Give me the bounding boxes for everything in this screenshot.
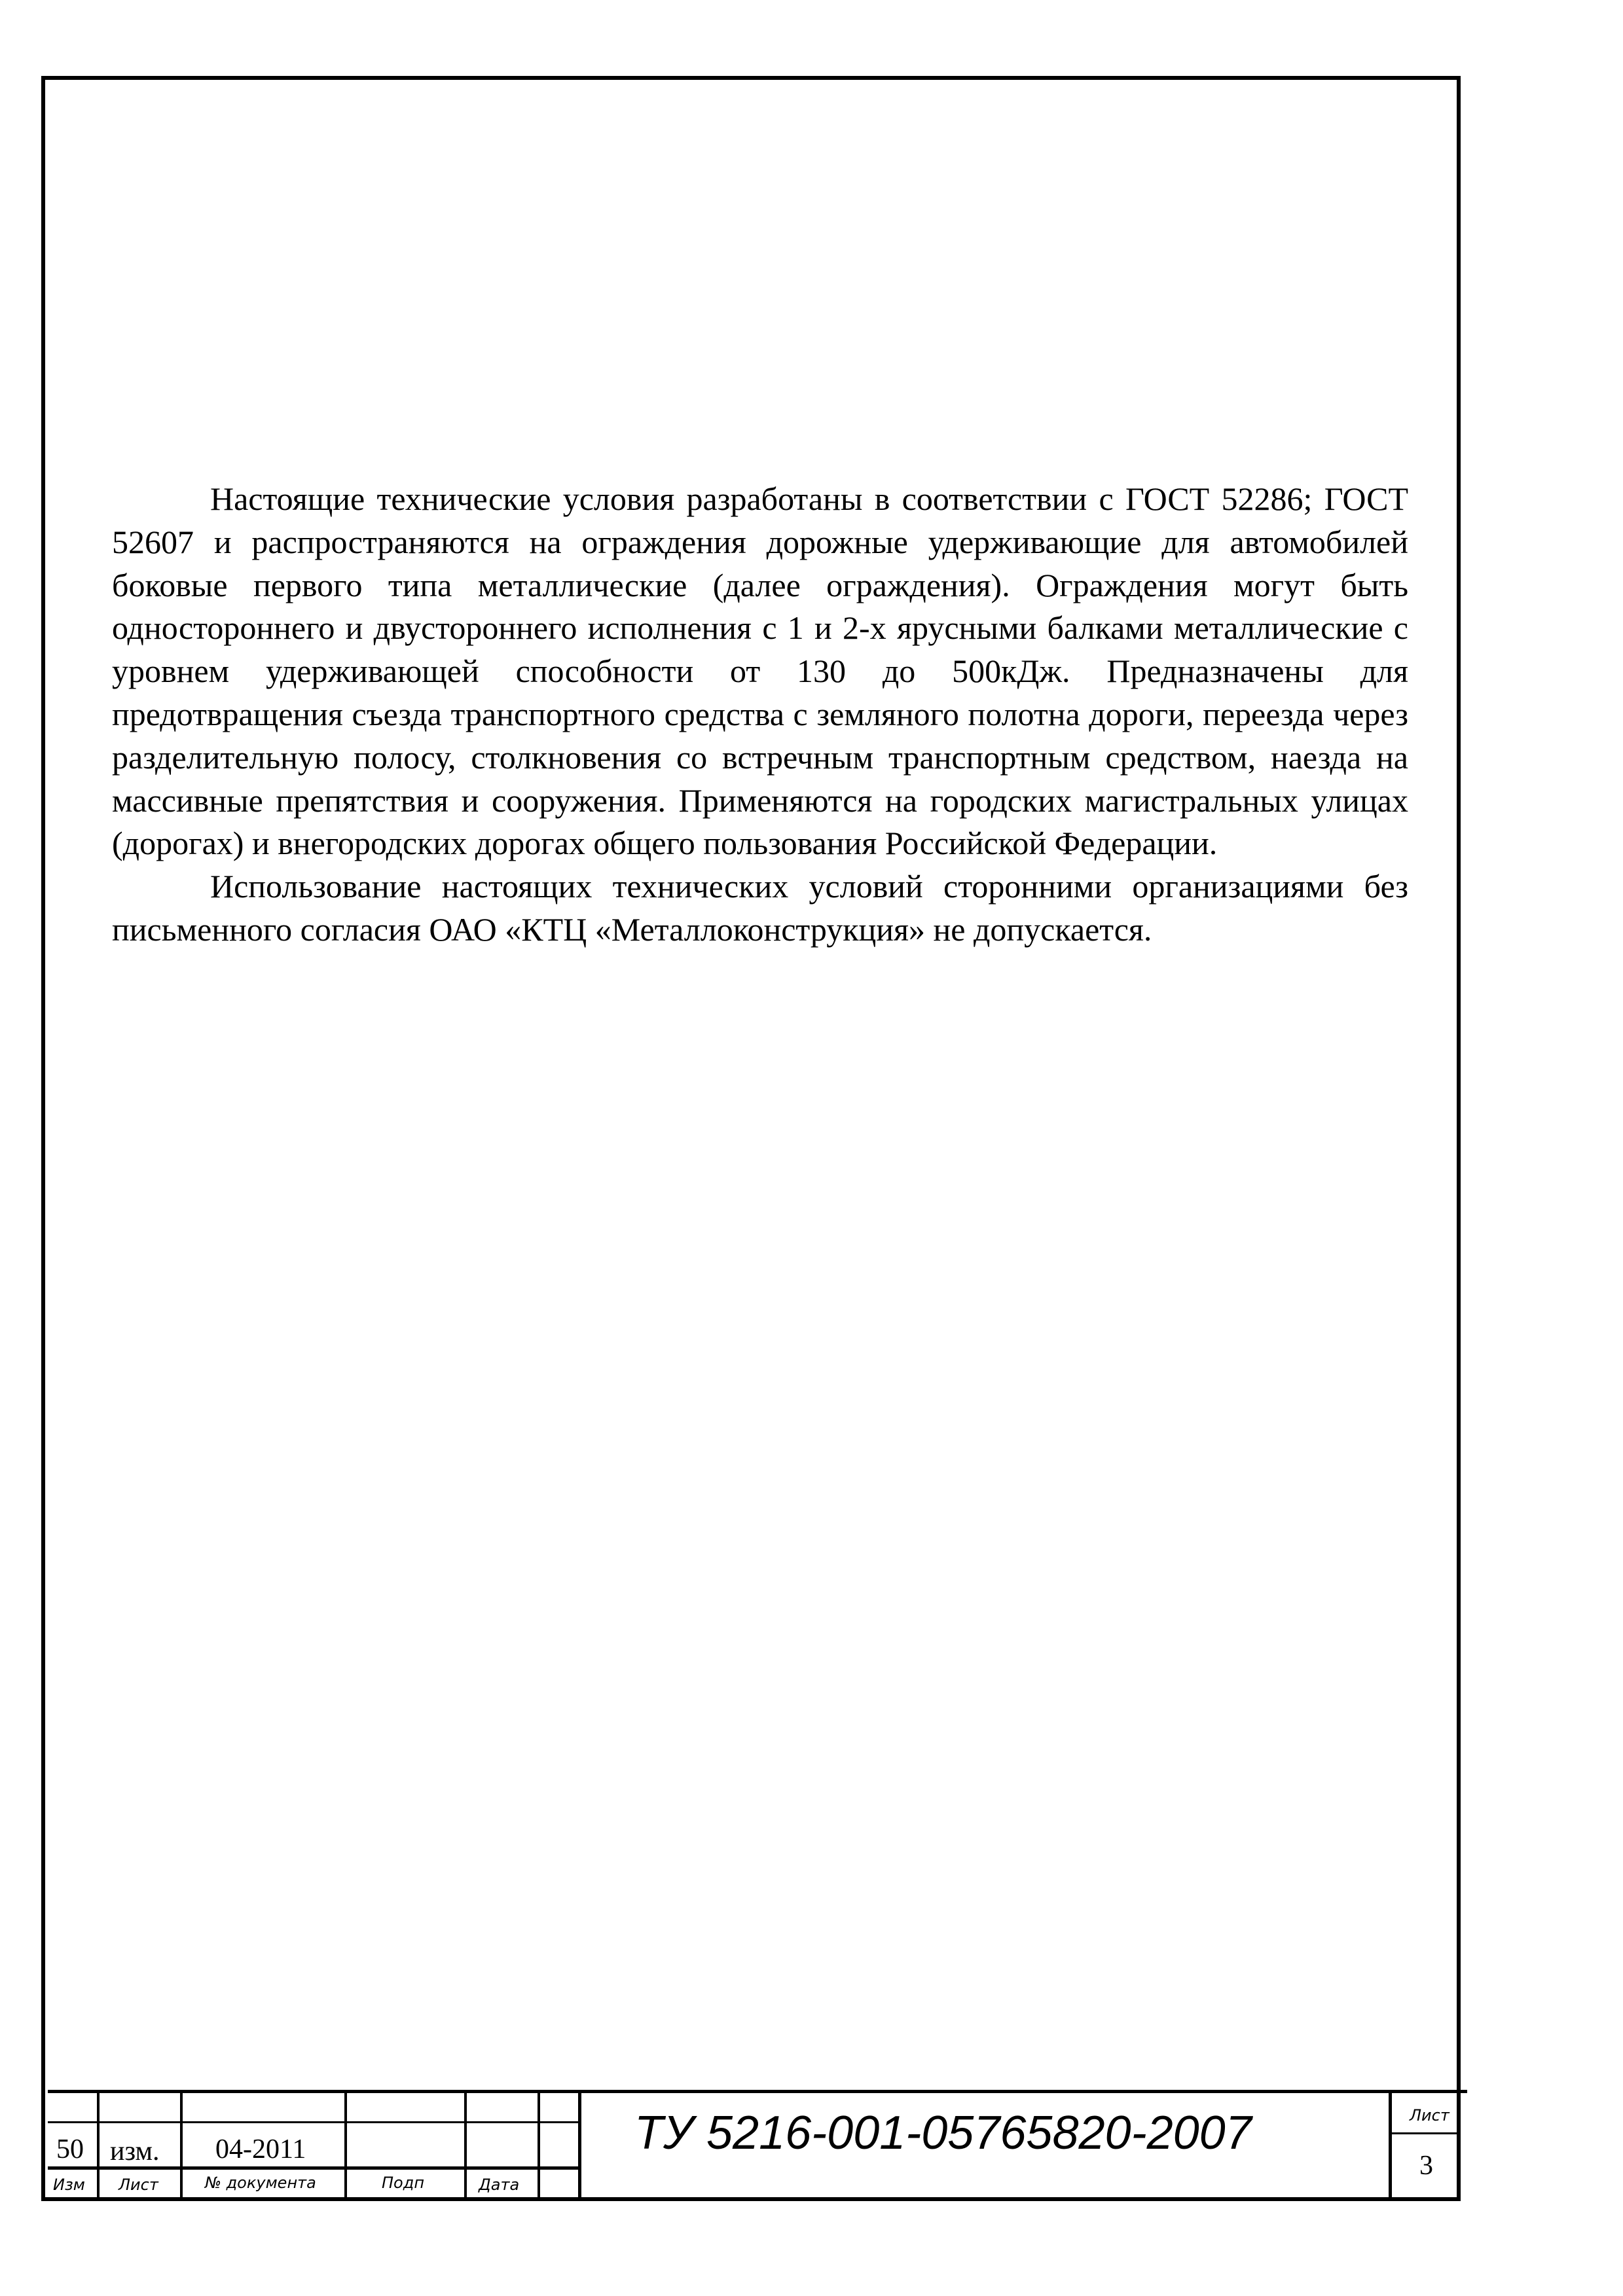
stamp-caption-doc-number: № документа: [205, 2174, 316, 2192]
document-code: ТУ 5216-001-05765820-2007: [634, 2107, 1252, 2159]
paragraph-scope-text: Настоящие технические условия разработаны в соответствии с ГОСТ 52286; ГОСТ 52607 и распространяются на ограждения дорожные удерживающие для автомобилей боковые первого типа металлические (далее ограждения). Ограждения могут быть одностороннего и двустороннего исполнения с 1 и 2-х ярусными балками металлические с уровнем удерживающей способности от 130 до 500кДж. Предназначены для предотвращения съезда транспортного средства с земляного полотна дороги, переезда через разделительную полосу, столкновения со встречным транспортным средством, наезда на массивные препятствия и сооружения. Применяются на городских магистральных улицах (дорогах) и внегородских дорогах общего пользования Российской Федерации.: [112, 480, 1408, 862]
paragraph-usage-restriction-text: Использование настоящих технических условий сторонними организациями без письменного согласия ОАО «КТЦ «Металлоконструкция» не допускается.: [112, 868, 1408, 948]
sheet-number: 3: [1419, 2151, 1433, 2181]
page-frame: [41, 76, 1461, 2201]
sheet-label: Лист: [1410, 2106, 1450, 2125]
stamp-caption-izm: Изм: [53, 2176, 85, 2194]
paragraph-usage-restriction: [112, 865, 1408, 952]
stamp-list-value: изм.: [110, 2136, 160, 2166]
stamp-caption-list: Лист: [119, 2176, 158, 2194]
stamp-caption-data: Дата: [479, 2176, 520, 2194]
stamp-izm-value: 50: [56, 2134, 84, 2164]
document-body: [112, 478, 1408, 952]
stamp-caption-podp: Подп: [382, 2174, 425, 2192]
paragraph-scope: [112, 478, 1408, 865]
title-block: [41, 2090, 1461, 2201]
stamp-doc-number-value: 04-2011: [215, 2134, 306, 2164]
